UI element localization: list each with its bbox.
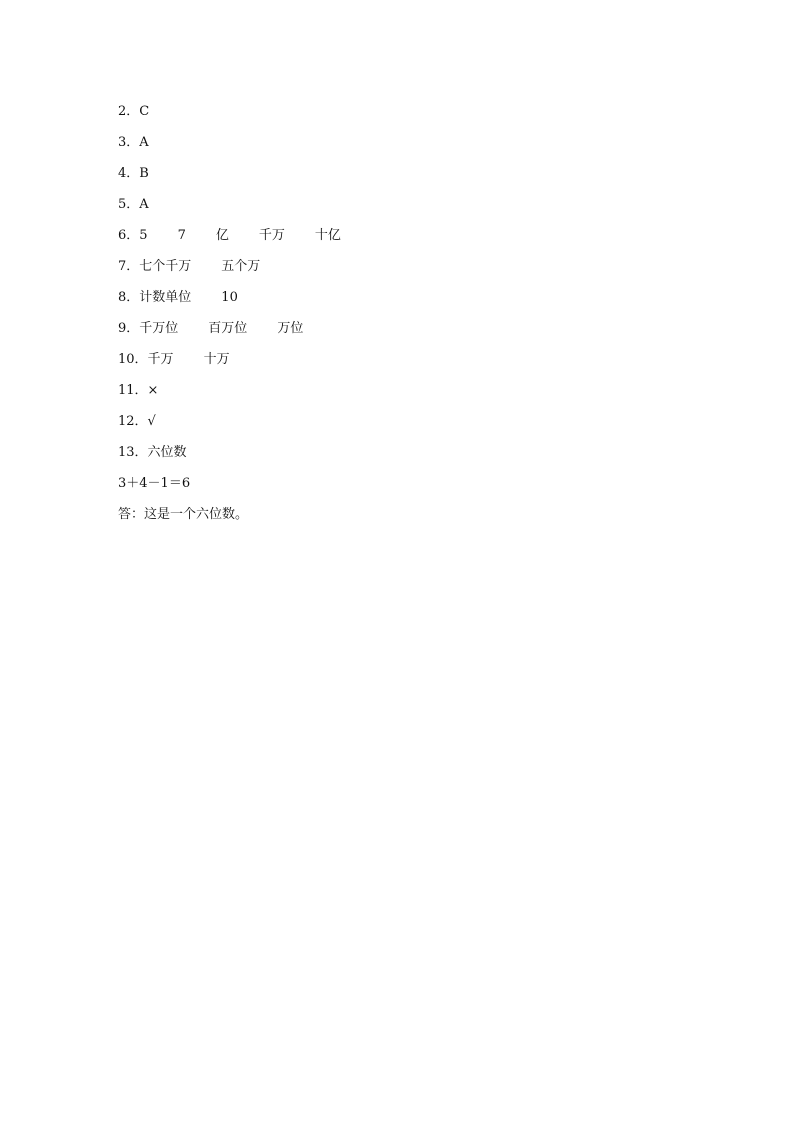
answer-number: 7．	[118, 259, 140, 274]
answer-value: 十万	[203, 352, 230, 367]
answer-number: 6．	[118, 228, 140, 243]
answer-number: 10．	[118, 352, 148, 367]
answer-item-2	[118, 102, 678, 133]
conclusion-text: 答：这是一个六位数。	[118, 507, 249, 522]
answer-item-11	[118, 381, 678, 412]
cross-mark-icon: ×	[147, 383, 159, 398]
conclusion-line	[118, 505, 678, 536]
answer-value: 千万	[147, 352, 174, 367]
answer-number: 8．	[118, 290, 140, 305]
answer-item-9	[118, 319, 678, 350]
answer-item-4	[118, 164, 678, 195]
answer-number: 3．	[118, 135, 140, 150]
answer-item-13	[118, 443, 678, 474]
answer-list	[118, 102, 678, 536]
answer-value: A	[139, 197, 149, 212]
answer-item-5	[118, 195, 678, 226]
answer-value: C	[139, 104, 150, 119]
answer-value: 七个千万	[139, 259, 192, 274]
answer-value: 十亿	[314, 228, 341, 243]
answer-value: 六位数	[147, 445, 187, 460]
answer-value: 五个万	[221, 259, 261, 274]
answer-item-8	[118, 288, 678, 319]
answer-number: 2．	[118, 104, 140, 119]
answer-value: 亿	[215, 228, 229, 243]
answer-value: 7	[177, 228, 186, 243]
answer-item-12	[118, 412, 678, 443]
answer-value: 百万位	[208, 321, 248, 336]
answer-value: 万位	[277, 321, 304, 336]
answer-value: B	[139, 166, 149, 181]
answer-number: 12．	[118, 414, 148, 429]
answer-item-6	[118, 226, 678, 257]
answer-item-10	[118, 350, 678, 381]
equation-line	[118, 474, 678, 505]
answer-value: A	[139, 135, 149, 150]
answer-number: 5．	[118, 197, 140, 212]
answer-item-7	[118, 257, 678, 288]
answer-number: 11．	[118, 383, 148, 398]
answer-number: 13．	[118, 445, 148, 460]
equation-text: 3＋4－1＝6	[118, 476, 191, 491]
answer-number: 9．	[118, 321, 140, 336]
answer-value: 千万位	[139, 321, 179, 336]
answer-value: 10	[221, 290, 238, 305]
answer-number: 4．	[118, 166, 140, 181]
answer-value: 千万	[258, 228, 285, 243]
answer-item-3	[118, 133, 678, 164]
answer-value: 5	[139, 228, 148, 243]
answer-value: 计数单位	[139, 290, 192, 305]
check-mark-icon: √	[147, 414, 156, 429]
